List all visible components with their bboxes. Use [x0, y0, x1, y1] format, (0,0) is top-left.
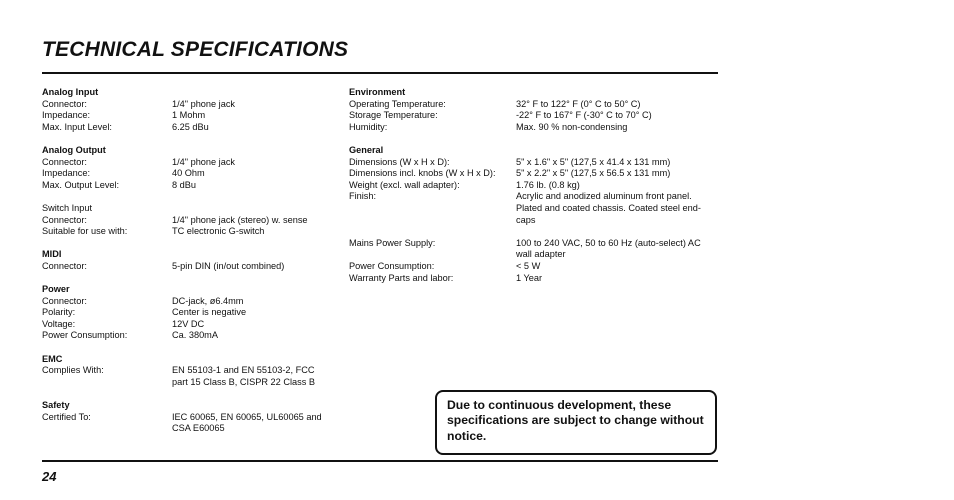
spec-label: Certified To:: [42, 411, 91, 422]
spec-row: [42, 110, 342, 122]
spec-label: Polarity:: [42, 307, 76, 318]
spec-value: 1/4" phone jack (stereo) w. sense: [172, 214, 308, 225]
notice-box: Due to continuous development, these specifications are subject to change without notice.: [435, 390, 717, 455]
spec-label: Voltage:: [42, 318, 76, 329]
spec-value: 1 Year: [516, 272, 543, 283]
section-heading: Power: [42, 284, 70, 295]
spec-value: 32° F to 122° F (0° C to 50° C): [516, 98, 641, 109]
spec-row: [42, 99, 342, 111]
section-heading: Analog Output: [42, 144, 106, 155]
spec-section: [42, 400, 342, 435]
spec-value: EN 55103-1 and EN 55103-2, FCC part 15 Class B, CISPR 22 Class B: [172, 365, 315, 387]
section-heading: Switch Input: [42, 202, 93, 213]
spec-row: [349, 99, 719, 111]
spec-value: 8 dBu: [172, 179, 197, 190]
spec-section: [42, 284, 342, 342]
spec-row: [42, 319, 342, 331]
spec-label: Impedance:: [42, 168, 91, 179]
spec-label: Impedance:: [42, 110, 91, 121]
spec-value: 100 to 240 VAC, 50 to 60 Hz (auto-select) AC wall adapter: [516, 237, 701, 260]
spec-row: [349, 168, 719, 180]
spec-row: [42, 296, 342, 308]
section-heading: Environment: [349, 87, 406, 97]
spec-row: [42, 226, 342, 238]
spec-label: Operating Temperature:: [349, 98, 446, 109]
spec-section: [42, 87, 342, 133]
spec-row: [42, 261, 342, 273]
spec-label: Power Consumption:: [349, 260, 435, 271]
spec-row: [42, 157, 342, 169]
spec-value: -22° F to 167° F (-30° C to 70° C): [516, 110, 652, 121]
spec-value: Acrylic and anodized aluminum front panel. Plated and coated chassis. Coated steel end- caps: [516, 191, 701, 225]
spec-row: [349, 180, 719, 192]
spec-label: Max. Input Level:: [42, 121, 112, 132]
spec-value: 5" x 1.6" x 5" (127,5 x 41.4 x 131 mm): [516, 156, 671, 167]
spec-section: [349, 238, 719, 284]
spec-section: [42, 354, 342, 389]
spec-value: 40 Ohm: [172, 168, 205, 179]
spec-value: 1.76 lb. (0.8 kg): [516, 179, 580, 190]
spec-row: [42, 412, 342, 435]
spec-label: Storage Temperature:: [349, 110, 438, 121]
spec-label: Dimensions (W x H x D):: [349, 156, 450, 167]
spec-value: 12V DC: [172, 318, 205, 329]
spec-section: [349, 145, 719, 226]
spec-row: [349, 238, 719, 261]
spec-value: IEC 60065, EN 60065, UL60065 and CSA E60065: [172, 411, 322, 434]
spec-section: [42, 249, 342, 272]
spec-section: [42, 203, 342, 238]
spec-value: 1/4" phone jack: [172, 98, 236, 109]
spec-row: [42, 215, 342, 227]
spec-row: [349, 273, 719, 285]
spec-label: Complies With:: [42, 365, 104, 376]
spec-row: [42, 180, 342, 192]
spec-row: [349, 157, 719, 169]
spec-label: Humidity:: [349, 121, 388, 132]
spec-label: Connector:: [42, 156, 87, 167]
spec-label: Weight (excl. wall adapter):: [349, 179, 460, 190]
spec-value: < 5 W: [516, 260, 541, 271]
spec-label: Warranty Parts and labor:: [349, 272, 454, 283]
page-title: TECHNICAL SPECIFICATIONS: [42, 38, 349, 61]
spec-row: [42, 122, 342, 134]
left-spec-column: [42, 87, 342, 446]
section-heading: Safety: [42, 400, 70, 411]
spec-label: Mains Power Supply:: [349, 237, 436, 248]
spec-value: 1 Mohm: [172, 110, 206, 121]
spec-value: Center is negative: [172, 307, 247, 318]
spec-value: 6.25 dBu: [172, 121, 209, 132]
page-number: 24: [42, 469, 57, 484]
spec-value: TC electronic G-switch: [172, 226, 265, 237]
spec-section: [42, 145, 342, 191]
spec-row: [42, 330, 342, 342]
spec-label: Connector:: [42, 260, 87, 271]
top-rule: [42, 72, 718, 74]
spec-section: [349, 87, 719, 133]
spec-label: Dimensions incl. knobs (W x H x D):: [349, 168, 496, 179]
spec-value: DC-jack, ø6.4mm: [172, 295, 244, 306]
spec-row: [42, 307, 342, 319]
spec-label: Finish:: [349, 191, 377, 202]
section-heading: General: [349, 144, 384, 155]
spec-row: [349, 110, 719, 122]
spec-row: [42, 168, 342, 180]
spec-label: Suitable for use with:: [42, 226, 128, 237]
section-heading: Analog Input: [42, 87, 99, 97]
spec-value: 5" x 2.2" x 5" (127,5 x 56.5 x 131 mm): [516, 168, 671, 179]
spec-row: [349, 261, 719, 273]
spec-row: [42, 365, 342, 388]
spec-row: [349, 122, 719, 134]
spec-value: Ca. 380mA: [172, 330, 218, 341]
section-heading: EMC: [42, 353, 63, 364]
spec-label: Connector:: [42, 214, 87, 225]
spec-label: Power Consumption:: [42, 330, 128, 341]
bottom-rule: [42, 460, 718, 462]
spec-label: Connector:: [42, 98, 87, 109]
spec-label: Connector:: [42, 295, 87, 306]
section-heading: MIDI: [42, 249, 62, 260]
spec-value: 1/4" phone jack: [172, 156, 236, 167]
spec-value: Max. 90 % non-condensing: [516, 121, 628, 132]
spec-value: 5-pin DIN (in/out combined): [172, 260, 285, 271]
spec-label: Max. Output Level:: [42, 179, 120, 190]
right-spec-column: [349, 87, 719, 296]
spec-row: [349, 191, 719, 226]
